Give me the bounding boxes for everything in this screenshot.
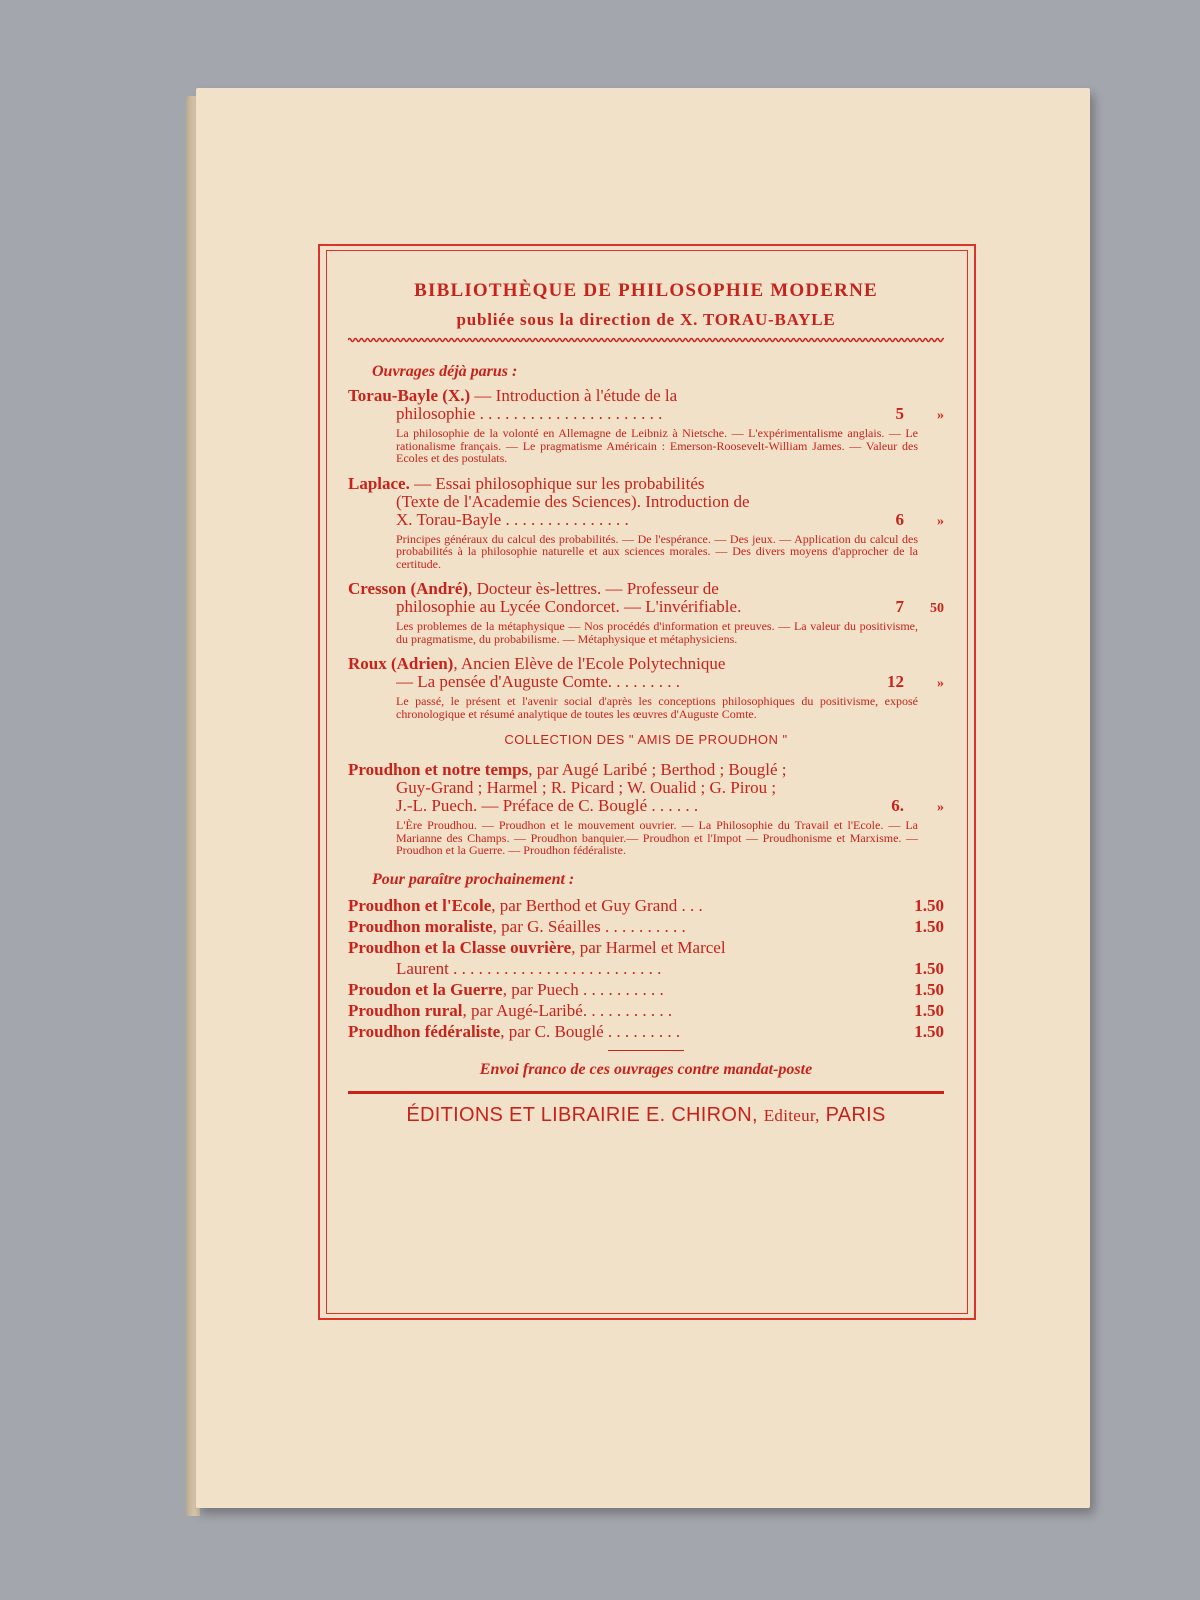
entry-title: — Essai philosophique sur les probabilités — [409, 474, 705, 493]
entry-text — [396, 405, 846, 423]
entry-line — [348, 493, 944, 511]
publisher-name: ÉDITIONS ET LIBRAIRIE E. CHIRON, — [406, 1103, 758, 1126]
entry-price: 5 — [895, 404, 904, 423]
entry-title: — La pensée d'Auguste Comte. . . . . . . . . — [396, 673, 680, 691]
forthcoming-text — [348, 895, 884, 916]
entry-text — [396, 493, 846, 511]
book-entry — [348, 475, 944, 571]
entry-line — [348, 797, 944, 817]
entry-author: Roux (Adrien) — [348, 655, 454, 673]
forthcoming-item — [348, 916, 944, 937]
publisher-role: Editeur, — [763, 1105, 820, 1125]
entry-line — [348, 475, 944, 493]
forthcoming-price: 1.50 — [914, 979, 944, 999]
book-entry — [348, 387, 944, 465]
entry-title: , Docteur ès-lettres. — Professeur de — [468, 580, 719, 598]
entry-text — [396, 779, 846, 797]
forthcoming-title: Proudon et la Guerre — [348, 979, 503, 999]
entry-text — [348, 387, 846, 405]
shipping-notice: Envoi franco de ces ouvrages contre mandat-poste — [479, 1060, 813, 1078]
forthcoming-author: , par G. Séailles . . . . . . . . . . — [492, 916, 686, 936]
entry-author: Laplace. — [348, 474, 410, 493]
forthcoming-item — [348, 937, 944, 958]
entry-description: Principes généraux du calcul des probabilités. — De l'espérance. — Des jeux. — Application du calcul des probabilités à la philosophie naturelle et aux sciences morales. — Des divers moyens d'approcher de la certitude. — [396, 531, 918, 571]
forthcoming-text — [348, 916, 884, 937]
entry-price: 6. — [891, 796, 904, 815]
forthcoming-item — [348, 895, 944, 916]
forthcoming-price: 1.50 — [914, 1000, 944, 1020]
publisher-line — [348, 1104, 944, 1127]
forthcoming-price: 1.50 — [914, 895, 944, 915]
forthcoming-author: , par Puech . . . . . . . . . . — [502, 979, 664, 999]
forthcoming-title: Proudhon rural — [348, 1000, 463, 1020]
forthcoming-author: , par C. Bouglé . . . . . . . . . — [500, 1021, 681, 1041]
entry-price-suffix: » — [937, 513, 944, 529]
entry-price-suffix: 50 — [930, 601, 944, 616]
forthcoming-title: Proudhon moraliste — [348, 916, 493, 936]
forthcoming-price: 1.50 — [914, 1021, 944, 1041]
forthcoming-author: Laurent . . . . . . . . . . . . . . . . . . . . . . . . . — [396, 958, 662, 978]
entry-text — [348, 475, 846, 493]
forthcoming-author: , par Harmel et Marcel — [571, 937, 726, 957]
entry-line — [348, 779, 944, 797]
forthcoming-list — [348, 895, 944, 1042]
entry-line — [348, 673, 944, 693]
published-list — [348, 387, 944, 720]
forthcoming-price: 1.50 — [914, 916, 944, 936]
publisher-city: PARIS — [825, 1103, 886, 1126]
forthcoming-item — [348, 1021, 944, 1042]
entry-text — [348, 580, 846, 598]
entry-title: J.-L. Puech. — Préface de C. Bouglé . . . . . . — [396, 797, 699, 815]
entry-price-suffix: » — [937, 676, 944, 691]
entry-text — [396, 797, 846, 815]
short-divider — [608, 1050, 684, 1051]
entry-price: 7 — [895, 597, 904, 616]
cover-content — [348, 270, 944, 1127]
forthcoming-author: , par Augé-Laribé. . . . . . . . . . . — [462, 1000, 673, 1020]
entry-price: 6 — [895, 509, 904, 529]
forthcoming-item — [348, 979, 944, 1000]
entry-price-suffix: » — [937, 408, 944, 423]
entry-description: Le passé, le présent et l'avenir social d'après les conceptions philosophiques du positivisme, exposé chronologique et résumé analytique de toutes les œuvres d'Auguste Comte. — [396, 694, 918, 721]
series-subtitle: publiée sous la direction de X. TORAU-BAYLE — [456, 310, 836, 329]
forthcoming-title: Proudhon et l'Ecole — [348, 895, 492, 915]
entry-title: — Introduction à l'étude de la — [470, 387, 678, 405]
bottom-rule — [348, 1091, 944, 1094]
wavy-rule — [348, 336, 944, 344]
forthcoming-text — [348, 958, 884, 979]
entry-line — [348, 655, 944, 673]
entry-description: L'Ère Proudhou. — Proudhon et le mouvement ouvrier. — La Philosophie du Travail et l'Ecole. — La Marianne des Champs. — Proudhon banquier.— Proudhon et l'Impot — Proudhonisme et Marxisme. — Proudhon et la Guerre. — Proudhon fédéraliste. — [396, 818, 918, 857]
entry-title: , Ancien Elève de l'Ecole Polytechnique — [453, 655, 726, 673]
published-label: Ouvrages déjà parus : — [372, 363, 518, 380]
book-entry — [348, 761, 944, 857]
entry-title: Guy-Grand ; Harmel ; R. Picard ; W. Oualid ; G. Pirou ; — [396, 779, 777, 797]
forthcoming-title: Proudhon fédéraliste — [348, 1021, 501, 1041]
forthcoming-item — [348, 1000, 944, 1021]
entry-price: 12 — [887, 672, 904, 691]
entry-title: philosophie . . . . . . . . . . . . . . . . . . . . . . — [396, 405, 663, 423]
forthcoming-author: , par Berthod et Guy Grand . . . — [491, 895, 703, 915]
series-title: BIBLIOTHÈQUE DE PHILOSOPHIE MODERNE — [414, 280, 878, 301]
entry-line — [348, 580, 944, 598]
entry-author: Cresson (André) — [348, 580, 469, 598]
entry-text — [396, 598, 846, 616]
entry-text — [396, 511, 846, 529]
forthcoming-text — [348, 1000, 884, 1021]
forthcoming-title: Proudhon et la Classe ouvrière — [348, 937, 572, 957]
entry-author: Proudhon et notre temps — [348, 761, 529, 779]
collection-entry — [348, 761, 944, 857]
entry-text — [348, 655, 846, 673]
forthcoming-label: Pour paraître prochainement : — [372, 870, 575, 888]
entry-title: philosophie au Lycée Condorcet. — L'invérifiable. — [396, 598, 742, 616]
entry-title: X. Torau-Bayle . . . . . . . . . . . . . . . — [396, 510, 629, 529]
entry-line — [348, 511, 944, 531]
entry-price-suffix: » — [937, 800, 944, 815]
entry-title: , par Augé Laribé ; Berthod ; Bouglé ; — [528, 761, 787, 779]
entry-author: Torau-Bayle (X.) — [348, 387, 471, 405]
forthcoming-text — [348, 979, 884, 1000]
forthcoming-price: 1.50 — [914, 958, 944, 978]
entry-text — [348, 761, 846, 779]
forthcoming-item — [348, 958, 944, 979]
entry-line — [348, 387, 944, 405]
entry-description: Les problemes de la métaphysique — Nos procédés d'information et preuves. — La valeur du positivisme, du pragmatisme, du probabilisme. — Métaphysique et métaphysiciens. — [396, 619, 918, 646]
book-entry — [348, 655, 944, 720]
entry-description: La philosophie de la volonté en Allemagne de Leibniz à Nietsche. — L'expérimentalisme anglais. — Le rationalisme français. — Le pragmatisme Américain : Emerson-Roosevelt-William James. — Valeur des Ecoles et des postulats. — [396, 426, 918, 465]
collection-title: COLLECTION DES " AMIS DE PROUDHON " — [504, 732, 788, 747]
entry-text — [396, 673, 846, 691]
book-entry — [348, 580, 944, 645]
entry-line — [348, 405, 944, 425]
forthcoming-text — [348, 1021, 884, 1042]
entry-line — [348, 761, 944, 779]
forthcoming-text — [348, 937, 884, 958]
entry-title: (Texte de l'Academie des Sciences). Introduction de — [396, 492, 750, 511]
entry-line — [348, 598, 944, 618]
